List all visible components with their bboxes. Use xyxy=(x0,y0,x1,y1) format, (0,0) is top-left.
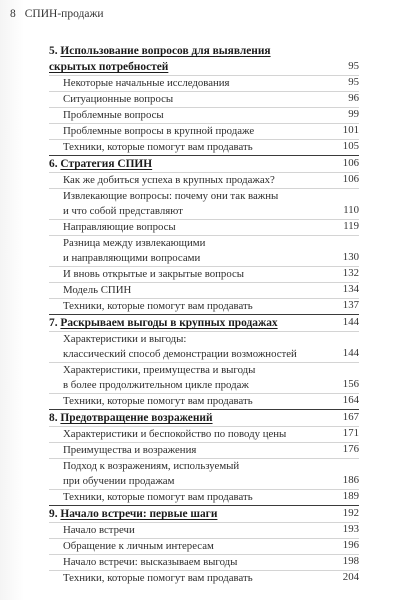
entry-page-number: 189 xyxy=(342,490,359,502)
chapter-page-number: 167 xyxy=(342,411,359,423)
entry-title xyxy=(63,443,329,458)
toc-chapter xyxy=(49,505,359,586)
entry-title xyxy=(63,490,329,505)
toc-entry xyxy=(49,458,359,489)
toc-entry xyxy=(49,91,359,107)
entry-page-number: 134 xyxy=(342,283,359,295)
entry-page-number: 156 xyxy=(342,378,359,390)
entry-title xyxy=(63,140,329,155)
toc-entry xyxy=(49,219,359,235)
entry-page-number: 110 xyxy=(343,204,359,216)
entry-title xyxy=(63,299,329,314)
entry-title xyxy=(63,283,329,298)
entry-title xyxy=(63,173,329,188)
entry-title-line: при обучении продажам xyxy=(63,475,175,487)
entry-page-number: 95 xyxy=(348,76,359,88)
table-of-contents xyxy=(49,43,359,586)
chapter-number: 9. xyxy=(49,508,58,520)
toc-chapter xyxy=(49,409,359,505)
entry-title xyxy=(63,189,329,219)
entry-title-line: и направляющими вопросами xyxy=(63,252,201,264)
entry-title-line: Обращение к личным интересам xyxy=(63,540,214,552)
toc-entry xyxy=(49,107,359,123)
entry-page-number: 99 xyxy=(348,108,359,120)
chapter-title xyxy=(49,506,359,522)
entry-title-line: Характеристики и беспокойство по поводу цены xyxy=(63,428,287,440)
entry-title xyxy=(63,124,329,139)
toc-entry xyxy=(49,538,359,554)
entry-title-line: Некоторые начальные исследования xyxy=(63,77,230,89)
entry-title-line: Подход к возражениям, используемый xyxy=(63,460,240,472)
chapter-heading xyxy=(49,315,359,331)
entry-page-number: 144 xyxy=(342,347,359,359)
entry-page-number: 176 xyxy=(342,443,359,455)
entry-page-number: 171 xyxy=(342,427,359,439)
chapter-title-line: Раскрываем выгоды в крупных продажах xyxy=(60,317,278,329)
chapter-number: 6. xyxy=(49,158,58,170)
toc-entry xyxy=(49,522,359,538)
chapter-title-line: Стратегия СПИН xyxy=(60,158,153,170)
entry-title-line: И вновь открытые и закрытые вопросы xyxy=(63,268,245,280)
chapter-number: 8. xyxy=(49,412,58,424)
entry-page-number: 101 xyxy=(342,124,359,136)
toc-entry xyxy=(49,393,359,409)
chapter-title xyxy=(49,315,359,331)
entry-page-number: 119 xyxy=(343,220,359,232)
chapter-heading xyxy=(49,156,359,172)
chapter-heading xyxy=(49,506,359,522)
entry-title-line: Направляющие вопросы xyxy=(63,221,176,233)
running-head xyxy=(10,8,104,20)
entry-title xyxy=(63,427,329,442)
entry-title xyxy=(63,332,329,362)
toc-entry xyxy=(49,442,359,458)
chapter-title xyxy=(49,156,359,172)
chapter-heading xyxy=(49,410,359,426)
entry-title-line: Как же добиться успеха в крупных продажах? xyxy=(63,174,275,186)
toc-entry xyxy=(49,172,359,188)
entry-title-line: в более продолжительном цикле продаж xyxy=(63,379,249,391)
chapter-page-number: 144 xyxy=(342,316,359,328)
chapter-title xyxy=(49,43,359,75)
entry-title xyxy=(63,394,329,409)
entry-title-line: Преимущества и возражения xyxy=(63,444,197,456)
toc-chapter xyxy=(49,43,359,155)
toc-entry xyxy=(49,489,359,505)
entry-title-line: Техники, которые помогут вам продавать xyxy=(63,395,253,407)
entry-title xyxy=(63,267,329,282)
toc-entry xyxy=(49,331,359,362)
entry-title xyxy=(63,459,329,489)
entry-page-number: 137 xyxy=(342,299,359,311)
entry-title-line: Начало встречи: высказываем выгоды xyxy=(63,556,238,568)
entry-page-number: 196 xyxy=(342,539,359,551)
entry-title-line: Техники, которые помогут вам продавать xyxy=(63,300,253,312)
running-head-title: СПИН-продажи xyxy=(24,8,104,20)
toc-entry xyxy=(49,426,359,442)
toc-entry xyxy=(49,235,359,266)
chapter-title-line: скрытых потребностей xyxy=(49,61,169,73)
toc-entry xyxy=(49,266,359,282)
entry-title-line: Извлекающие вопросы: почему они так важны xyxy=(63,190,279,202)
entry-title-line: Техники, которые помогут вам продавать xyxy=(63,572,253,584)
chapter-number: 5. xyxy=(49,45,58,57)
chapter-title-line: Использование вопросов для выявления xyxy=(60,45,271,57)
entry-title xyxy=(63,108,329,123)
toc-entry xyxy=(49,75,359,91)
entry-title-line: и что собой представляют xyxy=(63,205,183,217)
entry-page-number: 204 xyxy=(342,571,359,583)
entry-title-line: Модель СПИН xyxy=(63,284,132,296)
chapter-page-number: 95 xyxy=(348,60,359,72)
toc-entry xyxy=(49,282,359,298)
toc-entry xyxy=(49,298,359,314)
toc-chapter xyxy=(49,314,359,409)
entry-title-line: Характеристики и выгоды: xyxy=(63,333,187,345)
entry-title-line: Проблемные вопросы в крупной продаже xyxy=(63,125,255,137)
entry-title xyxy=(63,555,329,570)
toc-entry xyxy=(49,362,359,393)
entry-title-line: классический способ демонстрации возможностей xyxy=(63,348,297,360)
entry-page-number: 186 xyxy=(342,474,359,486)
entry-title-line: Характеристики, преимущества и выгоды xyxy=(63,364,256,376)
entry-title xyxy=(63,76,329,91)
entry-title xyxy=(63,220,329,235)
toc-entry xyxy=(49,139,359,155)
entry-title-line: Начало встречи xyxy=(63,524,135,536)
chapter-title-line: Предотвращение возражений xyxy=(60,412,213,424)
entry-page-number: 105 xyxy=(342,140,359,152)
toc-entry xyxy=(49,570,359,586)
entry-page-number: 164 xyxy=(342,394,359,406)
entry-title xyxy=(63,571,329,586)
entry-title xyxy=(63,236,329,266)
chapter-heading xyxy=(49,43,359,75)
entry-title xyxy=(63,92,329,107)
entry-title xyxy=(63,523,329,538)
entry-page-number: 193 xyxy=(342,523,359,535)
toc-entry xyxy=(49,188,359,219)
chapter-title-line: Начало встречи: первые шаги xyxy=(60,508,218,520)
entry-title xyxy=(63,539,329,554)
chapter-page-number: 192 xyxy=(342,507,359,519)
entry-page-number: 96 xyxy=(348,92,359,104)
entry-title-line: Разница между извлекающими xyxy=(63,237,206,249)
entry-title-line: Техники, которые помогут вам продавать xyxy=(63,491,253,503)
entry-page-number: 130 xyxy=(342,251,359,263)
running-head-page-number: 8 xyxy=(10,8,16,20)
chapter-title xyxy=(49,410,359,426)
entry-title xyxy=(63,363,329,393)
entry-title-line: Ситуационные вопросы xyxy=(63,93,174,105)
entry-title-line: Техники, которые помогут вам продавать xyxy=(63,141,253,153)
toc-chapter xyxy=(49,155,359,314)
toc-entry xyxy=(49,123,359,139)
chapter-number: 7. xyxy=(49,317,58,329)
chapter-page-number: 106 xyxy=(342,157,359,169)
entry-page-number: 132 xyxy=(342,267,359,279)
toc-entry xyxy=(49,554,359,570)
entry-title-line: Проблемные вопросы xyxy=(63,109,164,121)
entry-page-number: 198 xyxy=(342,555,359,567)
entry-page-number: 106 xyxy=(342,173,359,185)
